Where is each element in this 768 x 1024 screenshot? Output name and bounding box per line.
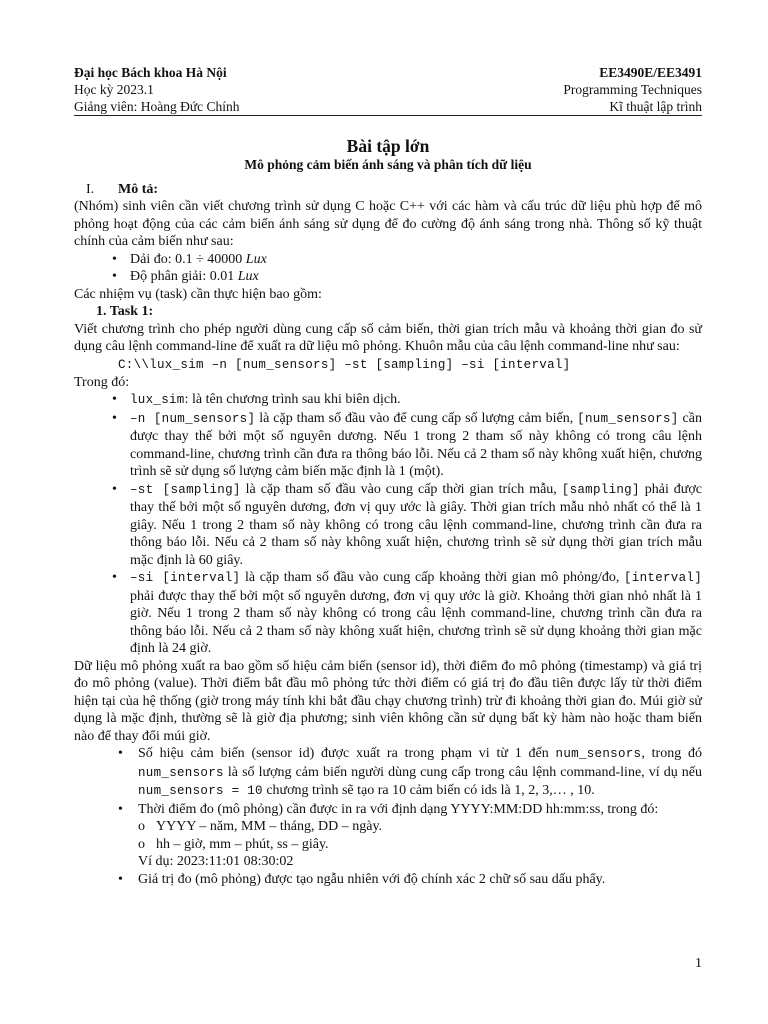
output-item-timestamp: • Thời điểm đo (mô phỏng) cần được in ra với định dạng YYYY:MM:DD hh:mm:ss, trong đó: xyxy=(74,801,702,819)
tasks-intro: Các nhiệm vụ (task) cần thực hiện bao gồm: xyxy=(74,286,322,302)
semester: Học kỳ 2023.1 xyxy=(74,82,154,97)
param-item: • –si [interval] là cặp tham số đầu vào cung cấp khoảng thời gian mô phỏng/đo, [interval] phải được thay thế bởi một số nguyên dương, đơn vị quy ước là giờ. Khoảng thời gian nhỏ nhất là 1 giờ. Nếu 1 trong 2 tham số này không có trong câu lệnh command-line, chương trình cần đưa ra thông báo lỗi. Nếu cả 2 tham số này không xuất hiện, chương trình sẽ sử dụng khoảng thời gian mặc định là 24 giờ. xyxy=(74,569,702,658)
where-label: Trong đó: xyxy=(74,374,130,390)
output-list-cont xyxy=(74,871,702,889)
timestamp-sub-item: o YYYY – năm, MM – tháng, DD – ngày. xyxy=(138,819,383,834)
param-item: • lux_sim: là tên chương trình sau khi biên dịch. xyxy=(74,391,702,410)
document-page xyxy=(74,64,702,888)
param-item: • –st [sampling] là cặp tham số đầu vào cung cấp thời gian trích mẫu, [sampling] phải được thay thế bởi một số nguyên dương, đơn vị quy ước là giây. Thời gian trích mẫu nhỏ nhất có thể là 1 giây. Nếu 1 trong 2 tham số này không có trong câu lệnh command-line, chương trình cần đưa ra thông báo lỗi. Nếu cả 2 tham số này không xuất hiện, chương trình sẽ sử dụng thời gian trích mẫu mặc định là 60 giây. xyxy=(74,481,702,570)
university-name: Đại học Bách khoa Hà Nội xyxy=(74,65,227,80)
task-heading: 1. Task 1: xyxy=(96,304,154,319)
output-list xyxy=(74,745,702,818)
lecturer: Giảng viên: Hoàng Đức Chính xyxy=(74,99,240,114)
command-line-template: C:\\lux_sim –n [num_sensors] –st [sampling] –si [interval] xyxy=(118,357,571,372)
output-description: Dữ liệu mô phỏng xuất ra bao gồm số hiệu cảm biến (sensor id), thời điểm đo mô phỏng (timestamp) và giá trị đo mô phỏng (value). Thời điểm bắt đầu mô phỏng tức thời điểm có giá trị đo đầu tiên được lấy từ thời điểm hiện tại của hệ thống (giờ trong máy tính khi bắt đầu chạy chương trình) trừ đi khoảng thời gian đo. Múi giờ sử dụng là mặc định, thường sẽ là giờ địa phương; sinh viên không cần sử dụng bất kỳ hàm nào hoặc tham biến nào để thay đổi múi giờ. xyxy=(74,658,702,744)
header-row-2 xyxy=(74,81,702,98)
output-item-value: • Giá trị đo (mô phỏng) được tạo ngẫu nhiên với độ chính xác 2 chữ số sau dấu phẩy. xyxy=(74,871,702,889)
timestamp-sub-item: o hh – giờ, mm – phút, ss – giây. xyxy=(138,836,329,852)
header-row-3 xyxy=(74,98,702,116)
task-description: Viết chương trình cho phép người dùng cung cấp số cảm biến, thời gian trích mẫu và khoảng thời gian đo sử dụng câu lệnh command-line để xuất ra dữ liệu mô phỏng. Khuôn mẫu của câu lệnh command-line như sau: xyxy=(74,321,702,354)
header-row-1 xyxy=(74,64,702,81)
spec-item: • Dải đo: 0.1 ÷ 40000 Lux xyxy=(74,251,702,269)
page-subtitle: Mô phỏng cảm biến ánh sáng và phân tích dữ liệu xyxy=(244,157,532,172)
timestamp-example: Ví dụ: 2023:11:01 08:30:02 xyxy=(138,854,294,869)
spec-list xyxy=(74,251,702,286)
section-number: I. xyxy=(86,182,95,197)
section-heading xyxy=(74,181,702,198)
intro-paragraph: (Nhóm) sinh viên cần viết chương trình sử dụng C hoặc C++ với các hàm và cấu trúc dữ liệu phù hợp để mô phỏng hoạt động của các cảm biến ánh sáng sử dụng để đo cường độ ánh sáng trong nhà. Thông số kỹ thuật chính của cảm biến như sau: xyxy=(74,199,702,249)
course-name-en: Programming Techniques xyxy=(563,82,702,97)
output-item-sensor-id: • Số hiệu cảm biến (sensor id) được xuất ra trong phạm vi từ 1 đến num_sensors, trong đó num_sensors là số lượng cảm biến người dùng cung cấp trong câu lệnh command-line, ví dụ nếu num_sensors = 10 chương trình sẽ tạo ra 10 cảm biến có ids là 1, 2, 3,… , 10. xyxy=(74,745,702,801)
section-title: Mô tả: xyxy=(118,182,159,197)
course-name-vi: Kĩ thuật lập trình xyxy=(609,99,702,114)
param-list xyxy=(74,391,702,658)
page-number: 1 xyxy=(695,956,702,971)
spec-item: • Độ phân giải: 0.01 Lux xyxy=(74,268,702,286)
course-code: EE3490E/EE3491 xyxy=(599,65,702,80)
page-title: Bài tập lớn xyxy=(346,136,430,156)
param-item: • –n [num_sensors] là cặp tham số đầu vào để cung cấp số lượng cảm biến, [num_sensors] cần được thay thế bởi một số nguyên dương. Nếu 1 trong 2 tham số này không có trong câu lệnh command-line, chương trình cần đưa ra thông báo lỗi. Nếu cả 2 tham số này không xuất hiện, chương trình sẽ sử dụng số lượng cảm biến mặc định là 1 (một). xyxy=(74,410,702,481)
